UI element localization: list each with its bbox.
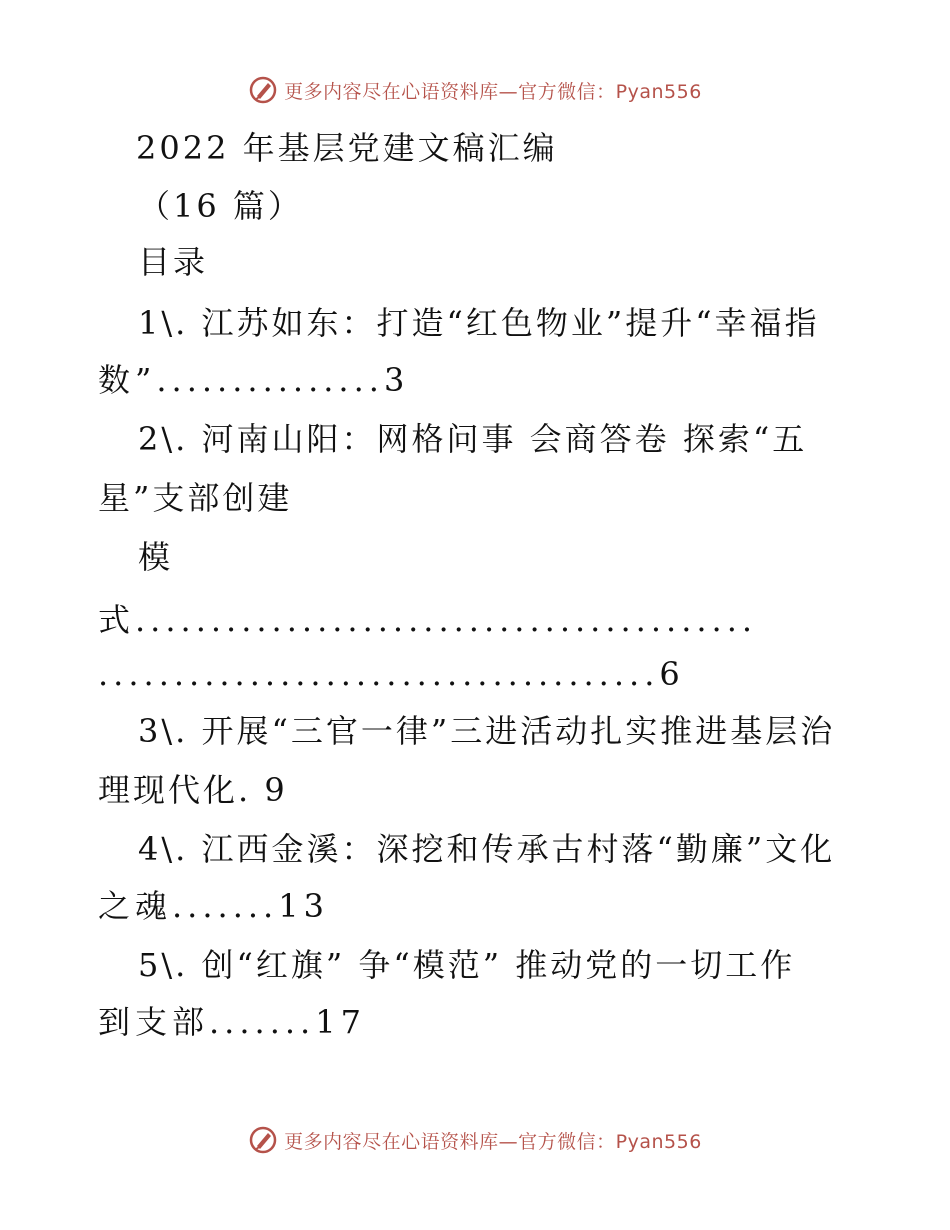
- pen-seal-logo-icon: [248, 1125, 278, 1155]
- toc-entry-1-line-2: 数”...............3: [98, 361, 410, 399]
- header-banner: [0, 70, 950, 110]
- toc-entry-4-line-2: 之魂.......13: [98, 887, 329, 925]
- footer-banner: [0, 1120, 950, 1160]
- pen-seal-logo-icon: [248, 75, 278, 105]
- toc-entry-3-line-2: 理现代化. 9: [98, 771, 288, 809]
- toc-entry-2-line-4: 式.........................................: [98, 601, 758, 639]
- footer-banner-text: 更多内容尽在心语资料库—官方微信：Pyan556: [284, 1130, 702, 1153]
- toc-entry-4-line-1: 4\. 江西金溪：深挖和传承古村落“勤廉”文化: [138, 830, 836, 868]
- toc-entry-3-line-1: 3\. 开展“三官一律”三进活动扎实推进基层治: [138, 712, 836, 750]
- toc-entry-2-line-1: 2\. 河南山阳：网格问事 会商答卷 探索“五: [138, 420, 808, 458]
- toc-heading: 目录: [138, 243, 209, 281]
- toc-entry-2-line-3: 模: [138, 538, 174, 576]
- toc-entry-1-line-1: 1\. 江苏如东：打造“红色物业”提升“幸福指: [138, 304, 820, 342]
- toc-entry-2-line-2: 星”支部创建: [98, 479, 293, 517]
- document-subtitle: （16 篇）: [138, 187, 303, 225]
- header-banner-text: 更多内容尽在心语资料库—官方微信：Pyan556: [284, 80, 702, 103]
- document-title: 2022 年基层党建文稿汇编: [136, 129, 558, 167]
- toc-entry-5-line-1: 5\. 创“红旗” 争“模范” 推动党的一切工作: [138, 946, 796, 984]
- toc-entry-2-line-5: .....................................6: [98, 655, 685, 693]
- toc-entry-5-line-2: 到支部.......17: [98, 1003, 366, 1041]
